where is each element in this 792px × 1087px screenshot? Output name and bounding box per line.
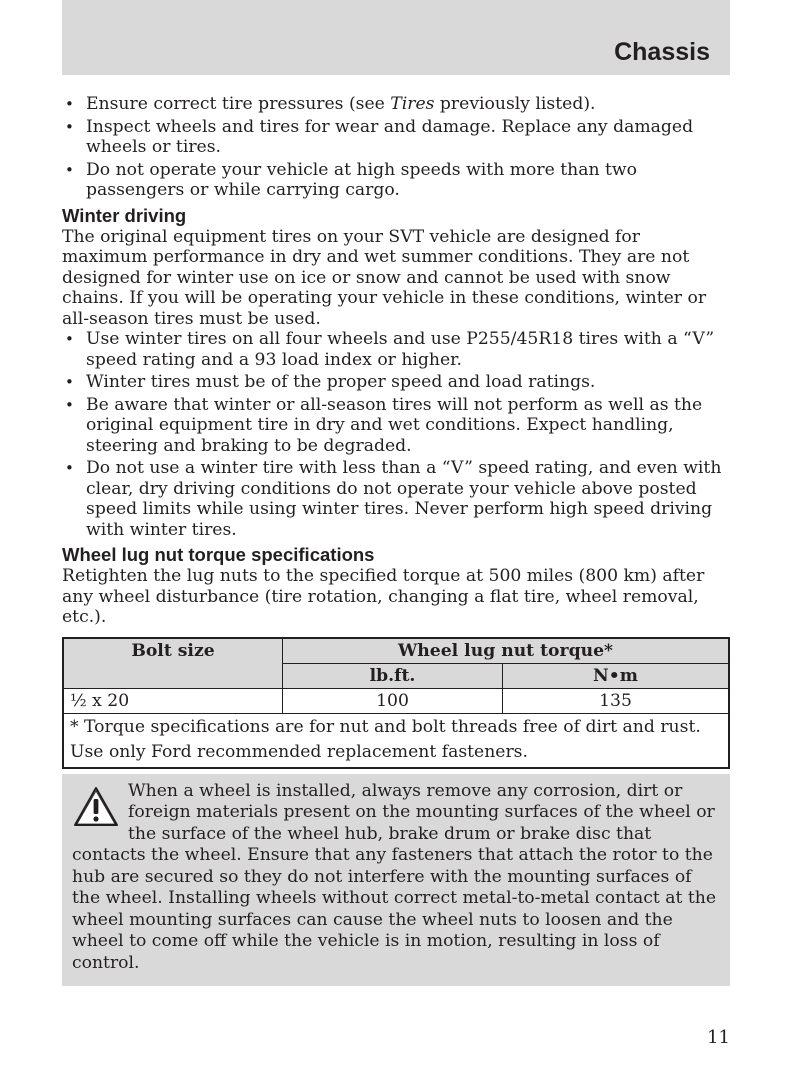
winter-driving-paragraph: The original equipment tires on your SVT vehicle are designed for maximum performance in dry and wet summer conditions. They are not designed for winter use on ice or snow and cannot be used with snow chains. If you will be operating your vehicle in these conditions, winter or all-season tires must be used.	[62, 226, 707, 329]
lbft-cell: 100	[283, 688, 503, 713]
list-item: • Winter tires must be of the proper speed and load ratings.	[62, 372, 730, 393]
warning-triangle-icon	[72, 785, 120, 829]
page-header	[62, 0, 730, 75]
lbft-header: lb.ft.	[283, 663, 503, 688]
list-item: • Do not use a winter tire with less than a “V” speed rating, and even with clear, dry driving conditions do not operate your vehicle above posted speed limits while using winter tires. Never perform high speed driving with winter tires.	[62, 458, 730, 540]
warning-text: When a wheel is installed, always remove any corrosion, dirt or foreign materials present on the mounting surfaces of the wheel or the surface of the wheel hub, brake drum or brake disc that contacts the wheel. Ensure that any fasteners that attach the rotor to the hub are secured so they do not interfere with the mounting surfaces of the wheel. Installing wheels without correct metal-to-metal contact at the wheel mounting surfaces can cause the wheel nuts to loosen and the wheel to come off while the vehicle is in motion, resulting in loss of control.	[72, 780, 717, 973]
torque-table	[62, 637, 730, 769]
nm-header: N•m	[503, 663, 730, 688]
warning-box	[62, 774, 730, 987]
table-row	[63, 688, 729, 713]
bolt-size-cell: ½ x 20	[63, 688, 283, 713]
lug-nut-paragraph: Retighten the lug nuts to the specified torque at 500 miles (800 km) after any wheel disturbance (tire rotation, changing a flat tire, wheel removal, etc.).	[62, 566, 705, 627]
list-item: • Be aware that winter or all-season tires will not perform as well as the original equipment tire in dry and wet conditions. Expect handling, steering and braking to be degraded.	[62, 395, 730, 457]
torque-footnote: * Torque specifications are for nut and bolt threads free of dirt and rust. Use only Ford recommended replacement fasteners.	[63, 713, 729, 768]
page-content	[62, 94, 730, 986]
list-item: • Do not operate your vehicle at high speeds with more than two passengers or while carrying cargo.	[62, 160, 730, 201]
list-item: • Inspect wheels and tires for wear and damage. Replace any damaged wheels or tires.	[62, 117, 730, 158]
torque-header: Wheel lug nut torque*	[283, 638, 730, 664]
intro-bullet-list	[62, 94, 730, 201]
list-item: • Ensure correct tire pressures (see Tires previously listed).	[62, 94, 730, 115]
list-item: • Use winter tires on all four wheels and use P255/45R18 tires with a “V” speed rating and a 93 load index or higher.	[62, 329, 730, 370]
nm-cell: 135	[503, 688, 730, 713]
winter-driving-heading: Winter driving	[62, 204, 187, 226]
winter-bullet-list	[62, 329, 730, 540]
tires-reference: Tires	[390, 94, 435, 114]
bolt-size-header: Bolt size	[63, 638, 283, 689]
page-number: 11	[707, 1027, 730, 1048]
lug-nut-heading: Wheel lug nut torque specifications	[62, 544, 375, 565]
section-title: Chassis	[614, 38, 710, 66]
